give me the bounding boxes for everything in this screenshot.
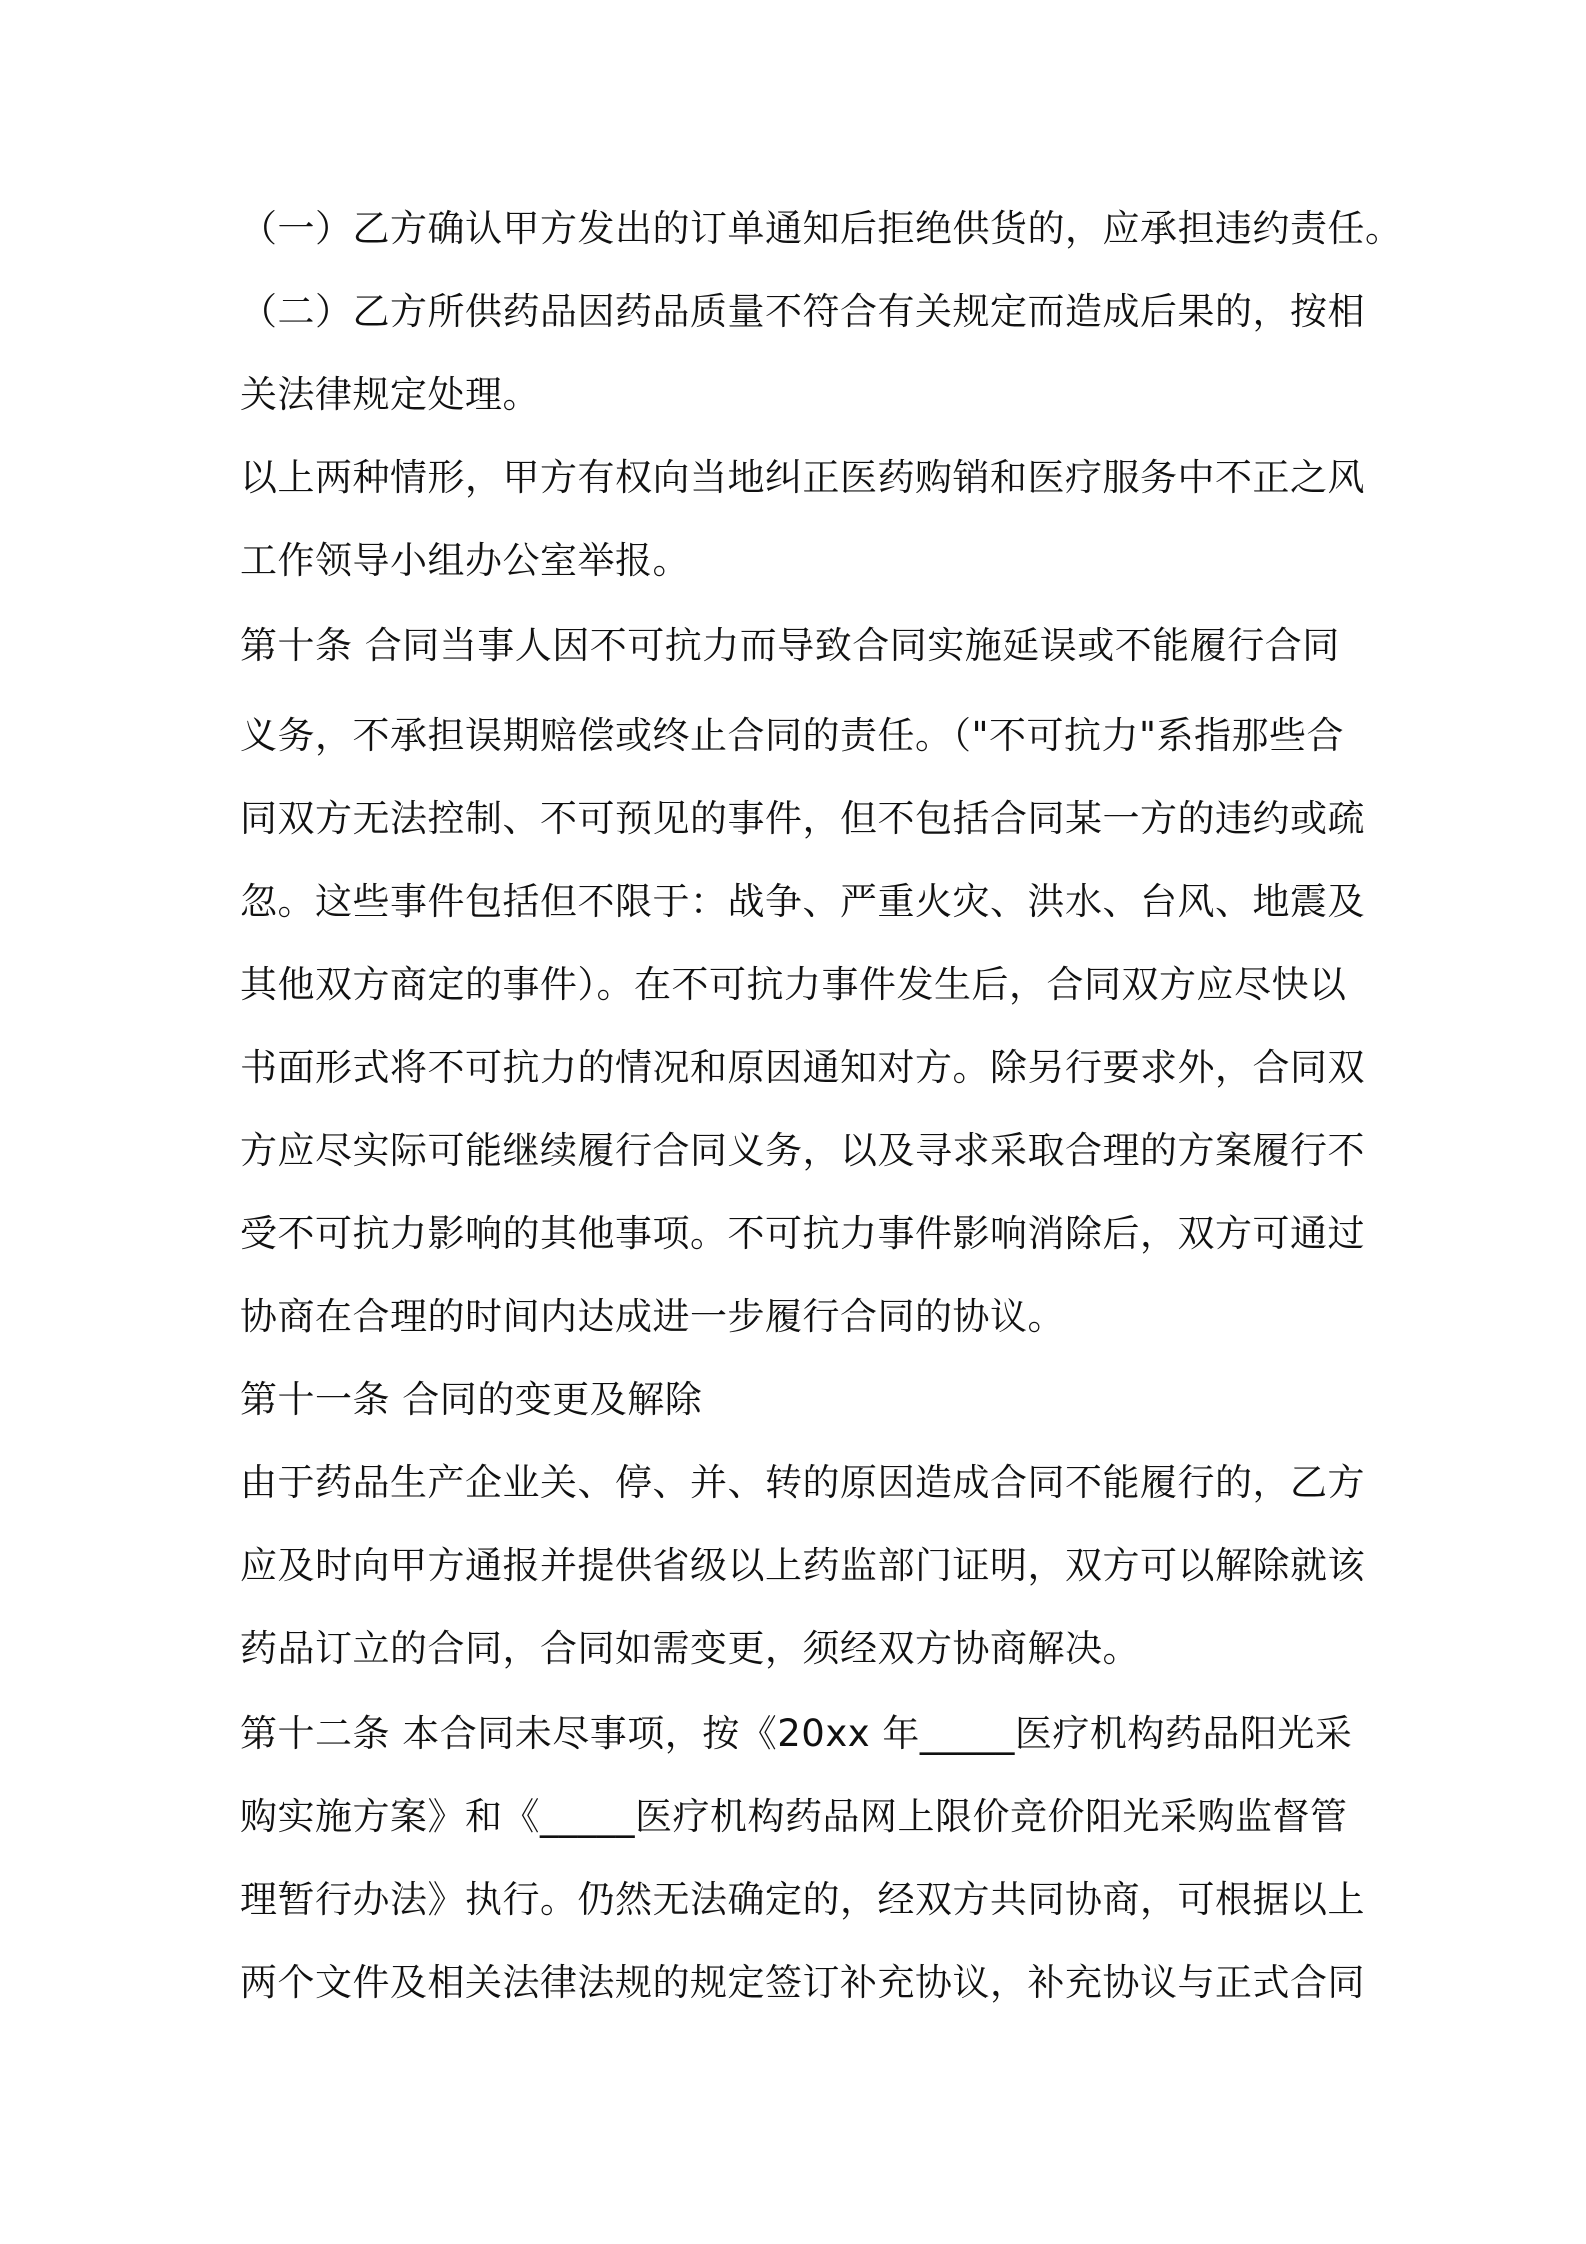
text-line: 受不可抗力影响的其他事项。不可抗力事件影响消除后，双方可通过 [240, 1212, 1365, 1255]
text-line: （一）乙方确认甲方发出的订单通知后拒绝供货的，应承担违约责任。 [240, 207, 1403, 250]
text-line: 书面形式将不可抗力的情况和原因通知对方。除另行要求外，合同双 [240, 1046, 1365, 1089]
text-line: 两个文件及相关法律法规的规定签订补充协议，补充协议与正式合同 [240, 1961, 1365, 2004]
text-line: 关法律规定处理。 [240, 373, 540, 416]
text-line: 以上两种情形，甲方有权向当地纠正医药购销和医疗服务中不正之风 [240, 456, 1365, 499]
section-heading-article-11: 第十一条 合同的变更及解除 [240, 1378, 703, 1421]
text-line: 购实施方案》和《_____医疗机构药品网上限价竞价阳光采购监督管 [240, 1795, 1348, 1838]
text-line: 忽。这些事件包括但不限于：战争、严重火灾、洪水、台风、地震及 [240, 880, 1365, 923]
text-line: 方应尽实际可能继续履行合同义务，以及寻求采取合理的方案履行不 [240, 1129, 1365, 1172]
section-heading-article-12: 第十二条 本合同未尽事项，按《20xx 年_____医疗机构药品阳光采 [240, 1712, 1353, 1755]
text-line: （二）乙方所供药品因药品质量不符合有关规定而造成后果的，按相 [240, 290, 1365, 333]
text-line: 由于药品生产企业关、停、并、转的原因造成合同不能履行的，乙方 [240, 1461, 1365, 1504]
section-heading-article-10: 第十条 合同当事人因不可抗力而导致合同实施延误或不能履行合同 [240, 624, 1340, 667]
text-line: 工作领导小组办公室举报。 [240, 539, 690, 582]
text-line: 其他双方商定的事件）。在不可抗力事件发生后，合同双方应尽快以 [240, 963, 1347, 1006]
text-line: 同双方无法控制、不可预见的事件，但不包括合同某一方的违约或疏 [240, 797, 1365, 840]
text-line: 药品订立的合同，合同如需变更，须经双方协商解决。 [240, 1627, 1140, 1670]
text-line: 义务，不承担误期赔偿或终止合同的责任。（"不可抗力"系指那些合 [240, 714, 1345, 757]
text-line: 协商在合理的时间内达成进一步履行合同的协议。 [240, 1295, 1065, 1338]
text-line: 应及时向甲方通报并提供省级以上药监部门证明，双方可以解除就该 [240, 1544, 1365, 1587]
text-line: 理暂行办法》执行。仍然无法确定的，经双方共同协商，可根据以上 [240, 1878, 1365, 1921]
